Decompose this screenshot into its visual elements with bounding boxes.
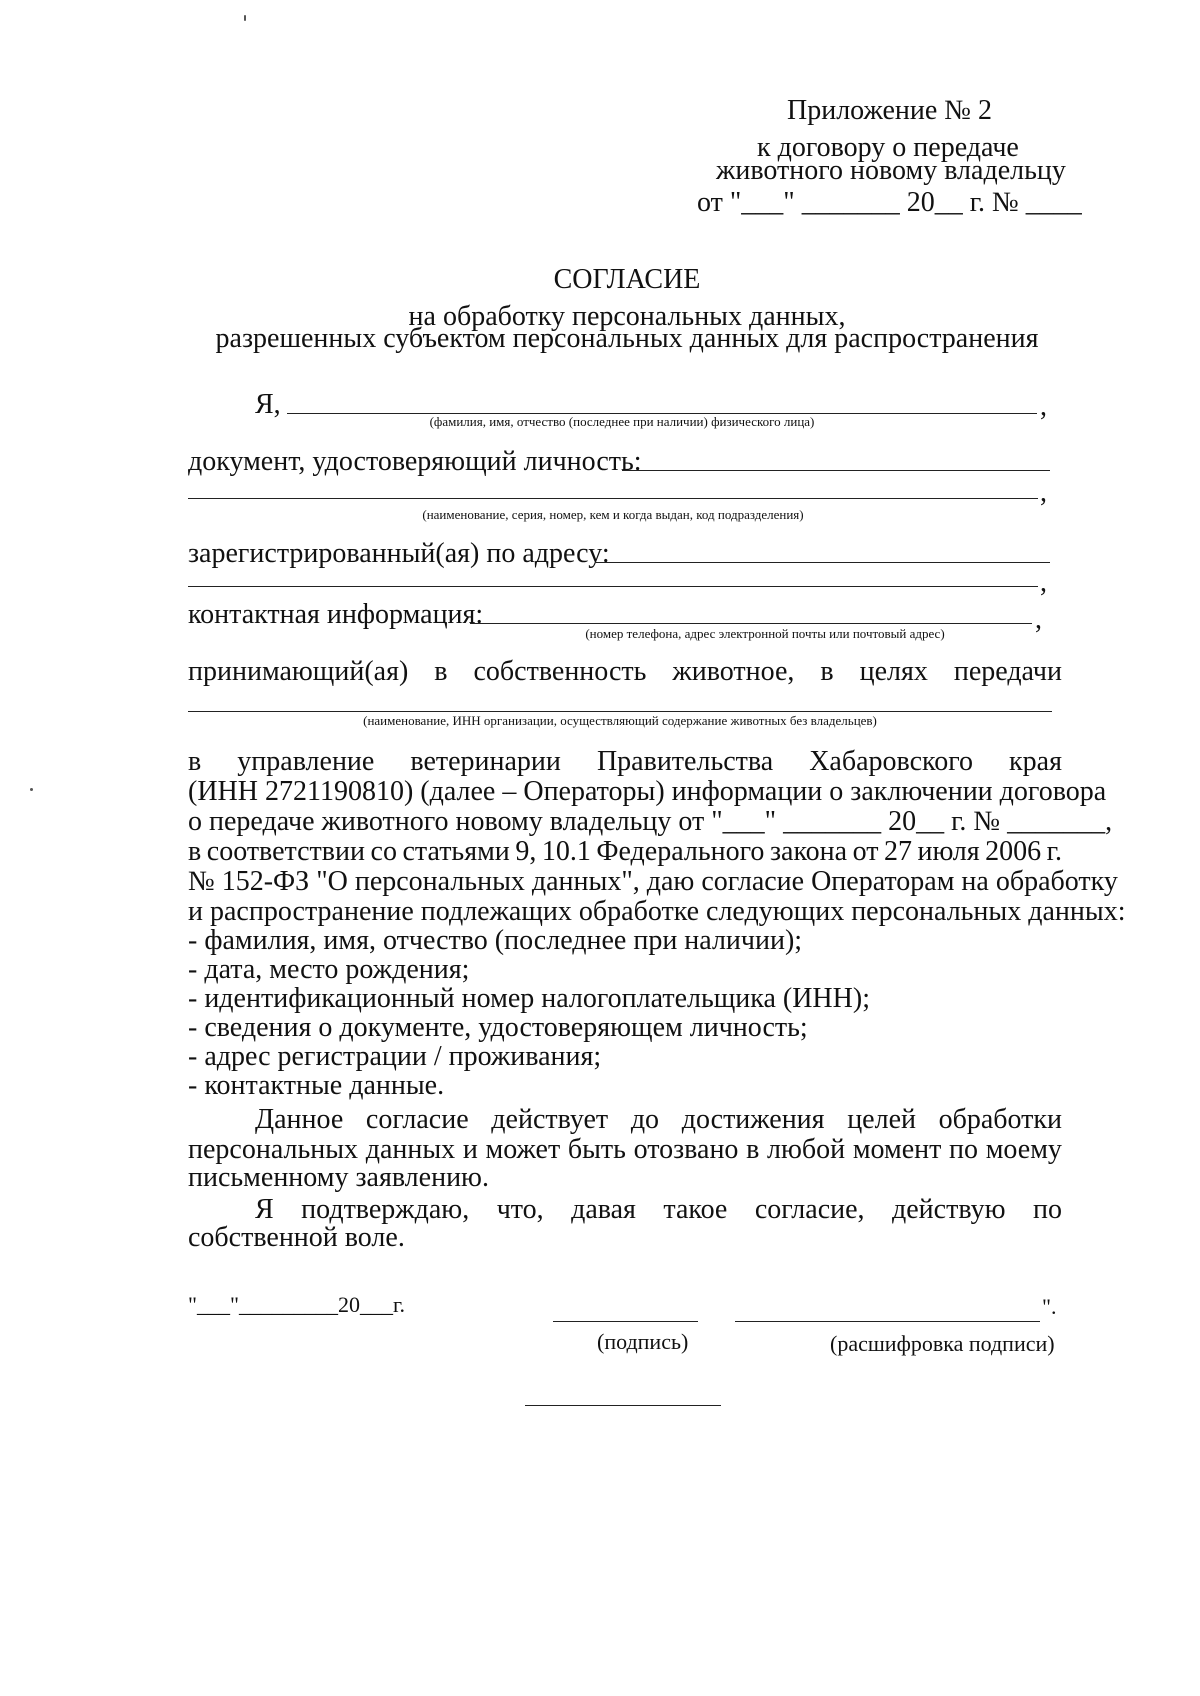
id-document-line-2 bbox=[188, 498, 1038, 499]
body-word: в bbox=[188, 746, 202, 777]
body-word: статьями bbox=[402, 836, 510, 867]
body-word: Федерального bbox=[596, 836, 765, 867]
address-line-2 bbox=[188, 586, 1038, 587]
para-word: согласие bbox=[365, 1104, 469, 1135]
body-word: управление bbox=[237, 746, 375, 777]
appendix-contract-subject: животного новому владельцу bbox=[716, 155, 1066, 186]
para-word: действую bbox=[892, 1194, 1006, 1225]
signature-date: "___"_________20___г. bbox=[188, 1292, 406, 1317]
data-item: - идентификационный номер налогоплательщика (ИНН); bbox=[188, 983, 870, 1014]
ya-label: Я, bbox=[255, 389, 281, 420]
data-item: - сведения о документе, удостоверяющем личность; bbox=[188, 1012, 808, 1043]
accept-word: собственность bbox=[473, 656, 647, 687]
id-document-caption: (наименование, серия, номер, кем и когда выдан, код подразделения) bbox=[422, 507, 804, 522]
appendix-contract-date: от "___" _______ 20__ г. № ____ bbox=[697, 187, 1082, 218]
body-word: в bbox=[188, 836, 202, 867]
para1-line-1 bbox=[255, 1103, 1062, 1136]
body-word: 2006 bbox=[985, 836, 1042, 867]
organization-line bbox=[188, 711, 1052, 712]
para-word: и bbox=[462, 1134, 478, 1165]
para-word: по bbox=[949, 1134, 979, 1165]
body-word: соответствии bbox=[206, 836, 365, 867]
para-word: моему bbox=[985, 1134, 1062, 1165]
body-line-3: о передаче животного новому владельцу от "___" _______ 20__ г. № _______, bbox=[188, 806, 1113, 837]
body-word: 9, bbox=[515, 836, 537, 867]
body-word: Хабаровского bbox=[809, 746, 973, 777]
accept-word: животное, bbox=[672, 656, 795, 687]
contact-caption: (номер телефона, адрес электронной почты или почтовый адрес) bbox=[585, 626, 945, 641]
data-item: - дата, место рождения; bbox=[188, 954, 470, 985]
body-word: июля bbox=[917, 836, 980, 867]
body-word: от bbox=[852, 836, 879, 867]
para-word: действует bbox=[491, 1104, 609, 1135]
para-word: целей bbox=[847, 1104, 916, 1135]
body-word: закона bbox=[769, 836, 848, 867]
appendix-number: Приложение № 2 bbox=[787, 95, 992, 126]
signature-line bbox=[553, 1321, 698, 1322]
scan-speck bbox=[30, 788, 33, 791]
body-word: г. bbox=[1046, 836, 1062, 867]
document-title: СОГЛАСИЕ bbox=[553, 264, 701, 295]
para-word: момент bbox=[852, 1134, 942, 1165]
id-document-label: документ, удостоверяющий личность: bbox=[188, 446, 642, 477]
document-subtitle-2: разрешенных субъектом персональных данных для распространения bbox=[215, 323, 1039, 354]
body-word: края bbox=[1009, 746, 1062, 777]
para-word: в bbox=[746, 1134, 760, 1165]
para-word: Я bbox=[255, 1194, 274, 1225]
body-line-1 bbox=[188, 745, 1062, 778]
contact-line bbox=[470, 623, 1032, 624]
id-document-line-1 bbox=[622, 470, 1050, 471]
body-word: ветеринарии bbox=[410, 746, 561, 777]
signature-decode-caption: (расшифровка подписи) bbox=[830, 1331, 1055, 1356]
bottom-rule bbox=[525, 1405, 721, 1406]
para-word: что, bbox=[496, 1194, 544, 1225]
para-word: обработки bbox=[938, 1104, 1062, 1135]
id-document-end-comma: , bbox=[1040, 477, 1047, 508]
para-word: по bbox=[1032, 1194, 1062, 1225]
para-word: достижения bbox=[681, 1104, 825, 1135]
address-end-comma: , bbox=[1040, 567, 1047, 598]
accept-word: целях bbox=[859, 656, 928, 687]
para-word: данных bbox=[365, 1134, 456, 1165]
body-word: 27 bbox=[883, 836, 912, 867]
para-word: согласие, bbox=[754, 1194, 865, 1225]
data-item: - фамилия, имя, отчество (последнее при наличии); bbox=[188, 925, 803, 956]
para-word: давая bbox=[571, 1194, 636, 1225]
para-word: быть bbox=[567, 1134, 626, 1165]
organization-caption: (наименование, ИНН организации, осуществляющий содержание животных без владельцев) bbox=[363, 713, 877, 728]
body-line-5: № 152-ФЗ "О персональных данных", даю согласие Операторам на обработку bbox=[188, 866, 1118, 897]
scan-speck bbox=[244, 15, 246, 21]
appendix-contract-ref: к договору о передаче bbox=[757, 132, 1019, 163]
para1-line-3: письменному заявлению. bbox=[188, 1162, 489, 1193]
body-word: со bbox=[370, 836, 397, 867]
accept-word: в bbox=[434, 656, 448, 687]
para-word: до bbox=[630, 1104, 660, 1135]
data-item: - контактные данные. bbox=[188, 1070, 445, 1101]
fullname-caption: (фамилия, имя, отчество (последнее при наличии) физического лица) bbox=[429, 414, 815, 429]
para-word: любой bbox=[767, 1134, 846, 1165]
data-item: - адрес регистрации / проживания; bbox=[188, 1041, 602, 1072]
address-label: зарегистрированный(ая) по адресу: bbox=[188, 538, 610, 569]
para-word: может bbox=[485, 1134, 561, 1165]
contact-label: контактная информация: bbox=[188, 599, 484, 630]
para-word: персональных bbox=[188, 1134, 359, 1165]
para-word: Данное bbox=[255, 1104, 344, 1135]
accept-word: передачи bbox=[953, 656, 1062, 687]
document-subtitle-1: на обработку персональных данных, bbox=[408, 301, 846, 332]
signature-end-mark: ". bbox=[1042, 1294, 1057, 1319]
body-word: 10.1 bbox=[541, 836, 591, 867]
body-line-6: и распространение подлежащих обработке следующих персональных данных: bbox=[188, 896, 1126, 927]
fullname-end-comma: , bbox=[1040, 391, 1047, 422]
signature-caption: (подпись) bbox=[597, 1329, 689, 1354]
para-word: такое bbox=[663, 1194, 728, 1225]
body-line-4 bbox=[188, 835, 1062, 868]
para-word: отозвано bbox=[633, 1134, 739, 1165]
accepting-line bbox=[188, 655, 1062, 688]
para2-line-2: собственной воле. bbox=[188, 1222, 405, 1253]
para-word: подтверждаю, bbox=[301, 1194, 470, 1225]
body-line-2: (ИНН 2721190810) (далее – Операторы) информации о заключении договора bbox=[188, 776, 1107, 807]
body-word: Правительства bbox=[596, 746, 774, 777]
accept-word: принимающий(ая) bbox=[188, 656, 409, 687]
contact-end-comma: , bbox=[1035, 604, 1042, 635]
address-line-1 bbox=[595, 562, 1050, 563]
accept-word: в bbox=[820, 656, 834, 687]
signature-decode-line bbox=[735, 1321, 1040, 1322]
